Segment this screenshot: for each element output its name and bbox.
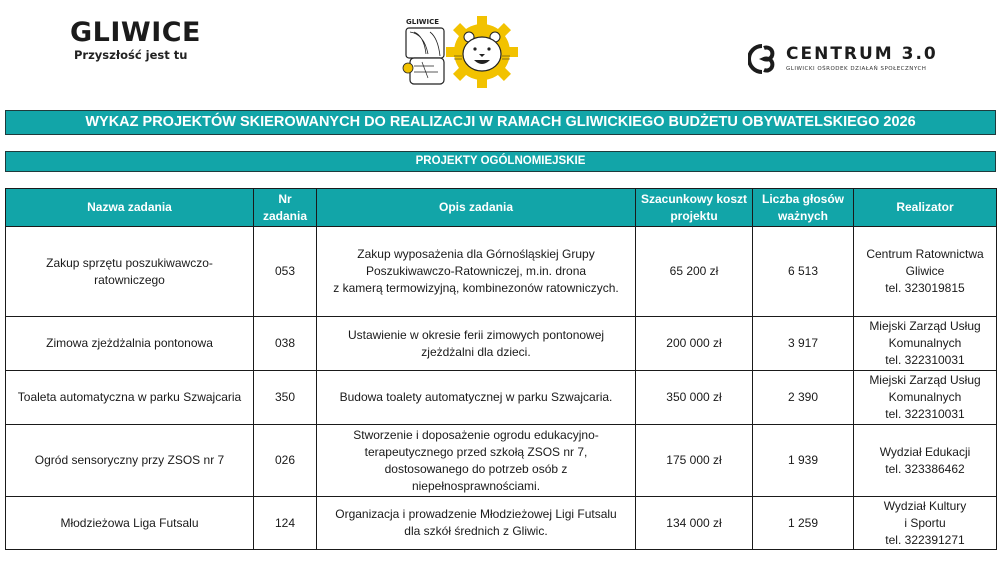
cell-name: Toaleta automatyczna w parku Szwajcaria bbox=[6, 371, 254, 425]
column-header-realizator: Realizator bbox=[854, 189, 997, 227]
lion-gear-icon bbox=[400, 10, 530, 90]
cell-nr: 038 bbox=[254, 317, 317, 371]
gbo-lion-logo bbox=[400, 10, 530, 90]
cell-nr: 350 bbox=[254, 371, 317, 425]
table-row bbox=[6, 317, 997, 371]
cell-description: Ustawienie w okresie ferii zimowych pontonowej zjeżdżalni dla dzieci. bbox=[317, 317, 636, 371]
column-header-votes: Liczba głosów ważnych bbox=[753, 189, 854, 227]
gbo-logo-text: GLIWICE bbox=[406, 18, 440, 26]
cell-name: Młodzieżowa Liga Futsalu bbox=[6, 497, 254, 550]
table-row bbox=[6, 425, 997, 497]
cell-cost: 175 000 zł bbox=[636, 425, 753, 497]
column-header-name: Nazwa zadania bbox=[6, 189, 254, 227]
cell-cost: 350 000 zł bbox=[636, 371, 753, 425]
cell-nr: 053 bbox=[254, 227, 317, 317]
cell-name: Zakup sprzętu poszukiwawczo- ratowniczego bbox=[6, 227, 254, 317]
cell-realizator: Miejski Zarząd Usług Komunalnych tel. 322310031 bbox=[854, 371, 997, 425]
cell-cost: 65 200 zł bbox=[636, 227, 753, 317]
table-row bbox=[6, 227, 997, 317]
centrum-logo-name: CENTRUM 3.0 bbox=[786, 44, 938, 64]
cell-cost: 200 000 zł bbox=[636, 317, 753, 371]
cell-realizator: Wydział Kultury i Sportu tel. 322391271 bbox=[854, 497, 997, 550]
centrum-mark-icon bbox=[748, 42, 782, 76]
projects-table bbox=[5, 188, 997, 550]
cell-description: Organizacja i prowadzenie Młodzieżowej Ligi Futsalu dla szkół średnich z Gliwic. bbox=[317, 497, 636, 550]
cell-realizator: Centrum Ratownictwa Gliwice tel. 323019815 bbox=[854, 227, 997, 317]
section-title: PROJEKTY OGÓLNOMIEJSKIE bbox=[5, 151, 996, 172]
cell-description: Stworzenie i doposażenie ogrodu edukacyjno- terapeutycznego przed szkołą ZSOS nr 7, dostosowanego do potrzeb osób z niepełnosprawnościami. bbox=[317, 425, 636, 497]
cell-realizator: Wydział Edukacji tel. 323386462 bbox=[854, 425, 997, 497]
table-header-row bbox=[6, 189, 997, 227]
column-header-description: Opis zadania bbox=[317, 189, 636, 227]
cell-name: Ogród sensoryczny przy ZSOS nr 7 bbox=[6, 425, 254, 497]
cell-name: Zimowa zjeżdżalnia pontonowa bbox=[6, 317, 254, 371]
cell-votes: 2 390 bbox=[753, 371, 854, 425]
cell-nr: 026 bbox=[254, 425, 317, 497]
table-row bbox=[6, 371, 997, 425]
gliwice-logo-tagline: Przyszłość jest tu bbox=[74, 48, 188, 62]
cell-description: Budowa toalety automatycznej w parku Szwajcaria. bbox=[317, 371, 636, 425]
centrum-logo-tagline: GLIWICKI OŚRODEK DZIAŁAŃ SPOŁECZNYCH bbox=[786, 66, 927, 72]
cell-votes: 6 513 bbox=[753, 227, 854, 317]
cell-votes: 3 917 bbox=[753, 317, 854, 371]
cell-description: Zakup wyposażenia dla Górnośląskiej Grupy Poszukiwawczo-Ratowniczej, m.in. drona z kamerą termowizyjną, kombinezonów ratowniczych. bbox=[317, 227, 636, 317]
page-title: WYKAZ PROJEKTÓW SKIEROWANYCH DO REALIZACJI W RAMACH GLIWICKIEGO BUDŻETU OBYWATELSKIEGO 2026 bbox=[5, 110, 996, 135]
cell-realizator: Miejski Zarząd Usług Komunalnych tel. 322310031 bbox=[854, 317, 997, 371]
cell-votes: 1 259 bbox=[753, 497, 854, 550]
cell-cost: 134 000 zł bbox=[636, 497, 753, 550]
cell-nr: 124 bbox=[254, 497, 317, 550]
table-row bbox=[6, 497, 997, 550]
gliwice-logo bbox=[70, 18, 210, 62]
column-header-cost: Szacunkowy koszt projektu bbox=[636, 189, 753, 227]
gliwice-logo-name: GLIWICE bbox=[70, 17, 201, 48]
centrum-logo bbox=[748, 42, 978, 78]
column-header-nr: Nr zadania bbox=[254, 189, 317, 227]
cell-votes: 1 939 bbox=[753, 425, 854, 497]
